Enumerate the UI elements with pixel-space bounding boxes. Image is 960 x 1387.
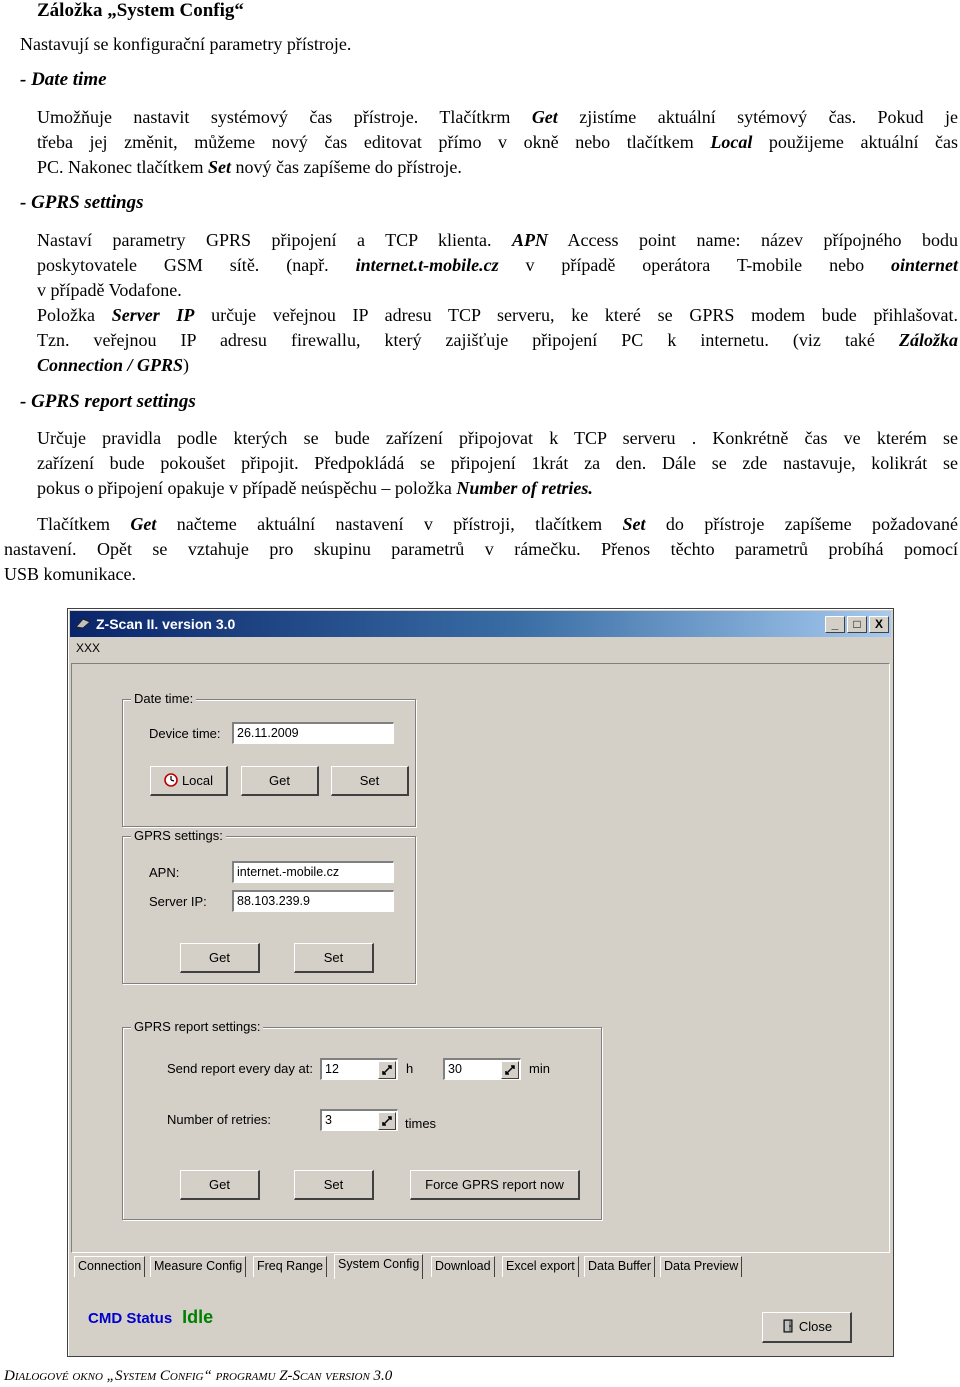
- term-apn: APN: [512, 230, 549, 250]
- report-line-1: Určuje pravidla podle kterých se bude zařízení připojovat k TCP serveru . Konkrétně čas ve kterém se: [37, 428, 958, 448]
- term-ointernet: ointernet: [890, 255, 958, 275]
- tab-freq-range[interactable]: Freq Range: [253, 1256, 327, 1277]
- text-span: pokus o připojení opakuje v případě neúspěchu – položka: [37, 478, 457, 498]
- gprs-line-1: [37, 228, 958, 253]
- date-time-line-3: [37, 155, 462, 180]
- server-ip-label: Server IP:: [149, 894, 207, 909]
- gprs-settings-group-title: GPRS settings:: [131, 828, 226, 843]
- hour-value: 12: [325, 1062, 339, 1076]
- gprs-line-5: [37, 328, 958, 353]
- menu-bar[interactable]: XXX: [76, 641, 101, 655]
- gprs-report-group: [122, 1019, 602, 1220]
- text-span: zjistíme aktuální sytémový čas. Pokud je: [557, 107, 958, 127]
- text-span: třeba jej změnit, můžeme nový čas editovat přímo v okně nebo tlačítkem: [37, 132, 711, 152]
- tab-system-config[interactable]: System Config: [334, 1254, 423, 1279]
- figure-caption: Dialogové okno „System Config“ programu Z-Scan version 3.0: [4, 1368, 393, 1384]
- closing-line-3: USB komunikace.: [4, 564, 136, 584]
- text-span: v případě operátora T-mobile nebo: [498, 255, 891, 275]
- tab-data-preview[interactable]: Data Preview: [660, 1256, 742, 1277]
- clock-icon: [164, 773, 178, 787]
- text-span: Access point name: název přípojného bodu: [548, 230, 958, 250]
- hour-unit-label: h: [406, 1061, 414, 1076]
- gprs-line-4: [37, 303, 958, 328]
- term-get: Get: [130, 514, 157, 534]
- date-set-button[interactable]: Set: [331, 766, 409, 796]
- minute-unit-label: min: [529, 1061, 550, 1076]
- close-button-label: Close: [798, 1319, 833, 1334]
- gprs-line-2: [37, 253, 958, 278]
- minute-value: 30: [448, 1062, 462, 1076]
- text-span: Tzn. veřejnou IP adresu firewallu, který zajišťuje připojení PC k internetu. (viz také: [37, 330, 899, 350]
- term-server-ip: Server IP: [111, 305, 195, 325]
- text-span: Položka: [37, 305, 112, 325]
- apn-label: APN:: [149, 865, 180, 880]
- retries-spin-button[interactable]: [378, 1112, 396, 1130]
- app-window: [67, 608, 894, 1357]
- gprs-set-button[interactable]: Set: [294, 943, 374, 973]
- page-title: Záložka „System Config“: [37, 0, 244, 21]
- term-set: Set: [622, 514, 646, 534]
- retries-label: Number of retries:: [167, 1112, 272, 1127]
- term-number-of-retries: Number of retries.: [456, 478, 593, 498]
- text-span: PC. Nakonec tlačítkem: [37, 157, 208, 177]
- report-line-2: zařízení bude pokoušet připojit. Předpokládá se připojení 1krát za den. Dále se zde nastavuje, kolikrát se: [37, 453, 958, 473]
- tab-connection[interactable]: Connection: [74, 1256, 145, 1277]
- term-set: Set: [207, 157, 231, 177]
- retries-value: 3: [325, 1113, 332, 1127]
- date-time-group-title: Date time:: [131, 691, 196, 706]
- status-value: Idle: [182, 1307, 214, 1327]
- gprs-report-group-title: GPRS report settings:: [131, 1019, 263, 1034]
- text-span: použijeme aktuální čas: [752, 132, 959, 152]
- gprs-settings-heading: - GPRS settings: [20, 192, 144, 213]
- term-connection-gprs: Connection / GPRS: [37, 355, 184, 375]
- status-bar: [88, 1307, 213, 1328]
- apn-field[interactable]: internet.-mobile.cz: [232, 861, 394, 883]
- cmd-status-label: CMD Status: [88, 1310, 173, 1327]
- hour-spinner[interactable]: [320, 1058, 398, 1080]
- gprs-get-button[interactable]: Get: [180, 943, 260, 973]
- minimize-button[interactable]: _: [825, 616, 845, 633]
- date-get-button[interactable]: Get: [241, 766, 319, 796]
- force-gprs-report-button[interactable]: Force GPRS report now: [410, 1170, 580, 1200]
- tab-download[interactable]: Download: [431, 1256, 495, 1277]
- minute-spinner[interactable]: [443, 1058, 521, 1080]
- term-zalozka: Záložka: [898, 330, 958, 350]
- door-icon: [781, 1319, 795, 1333]
- closing-line-1: [37, 512, 958, 537]
- hour-spin-button[interactable]: [378, 1061, 396, 1079]
- report-line-3: [37, 476, 593, 501]
- closing-line-2: nastavení. Opět se vztahuje pro skupinu parametrů v rámečku. Přenos těchto parametrů probíhá pomocí: [4, 539, 958, 559]
- gprs-line-6: [37, 353, 189, 378]
- close-button[interactable]: [762, 1312, 852, 1343]
- text-span: poskytovatele GSM sítě. (např.: [37, 255, 356, 275]
- tab-data-buffer[interactable]: Data Buffer: [584, 1256, 655, 1277]
- text-span: určuje veřejnou IP adresu TCP serveru, ke které se GPRS modem bude přihlašovat.: [194, 305, 958, 325]
- term-get: Get: [531, 107, 558, 127]
- text-span: nový čas zapíšeme do přístroje.: [230, 157, 462, 177]
- spin-arrows-icon: [379, 1062, 395, 1078]
- text-span: do přístroje zapíšeme požadované: [645, 514, 959, 534]
- date-time-heading: - Date time: [20, 69, 107, 90]
- term-local: Local: [710, 132, 753, 152]
- title-bar: [70, 611, 891, 637]
- system-config-panel: [71, 663, 890, 1253]
- intro-text: Nastavují se konfigurační parametry přístroje.: [20, 34, 352, 54]
- gprs-report-heading: - GPRS report settings: [20, 391, 196, 412]
- window-title: Z-Scan II. version 3.0: [96, 616, 236, 632]
- spin-arrows-icon: [502, 1062, 518, 1078]
- app-icon: [75, 617, 91, 629]
- text-span: načteme aktuální nastavení v přístroji, tlačítkem: [156, 514, 623, 534]
- maximize-button[interactable]: □: [847, 616, 867, 633]
- server-ip-field[interactable]: 88.103.239.9: [232, 890, 394, 912]
- tab-measure-config[interactable]: Measure Config: [150, 1256, 246, 1277]
- gprs-settings-group: [122, 828, 416, 984]
- date-time-line-1: [37, 105, 958, 130]
- tab-excel-export[interactable]: Excel export: [502, 1256, 579, 1277]
- close-window-button[interactable]: X: [869, 616, 889, 633]
- local-button-label: Local: [181, 773, 214, 788]
- times-label: times: [405, 1116, 437, 1131]
- text-span: Umožňuje nastavit systémový čas přístroje. Tlačítkrm: [37, 107, 532, 127]
- date-time-line-2: [37, 130, 958, 155]
- text-span: Tlačítkem: [37, 514, 131, 534]
- device-time-label: Device time:: [149, 726, 221, 741]
- gprs-line-3: v případě Vodafone.: [37, 280, 182, 300]
- spin-arrows-icon: [379, 1113, 395, 1129]
- report-set-button[interactable]: Set: [294, 1170, 374, 1200]
- local-button[interactable]: [150, 766, 228, 796]
- retries-spinner[interactable]: [320, 1109, 398, 1131]
- text-span: ): [183, 355, 190, 375]
- minute-spin-button[interactable]: [501, 1061, 519, 1079]
- text-span: Nastaví parametry GPRS připojení a TCP klienta.: [37, 230, 513, 250]
- device-time-field[interactable]: 26.11.2009: [232, 722, 394, 744]
- date-time-group: [122, 691, 416, 827]
- report-get-button[interactable]: Get: [180, 1170, 260, 1200]
- send-report-label: Send report every day at:: [167, 1061, 313, 1076]
- term-apn-example: internet.t-mobile.cz: [355, 255, 499, 275]
